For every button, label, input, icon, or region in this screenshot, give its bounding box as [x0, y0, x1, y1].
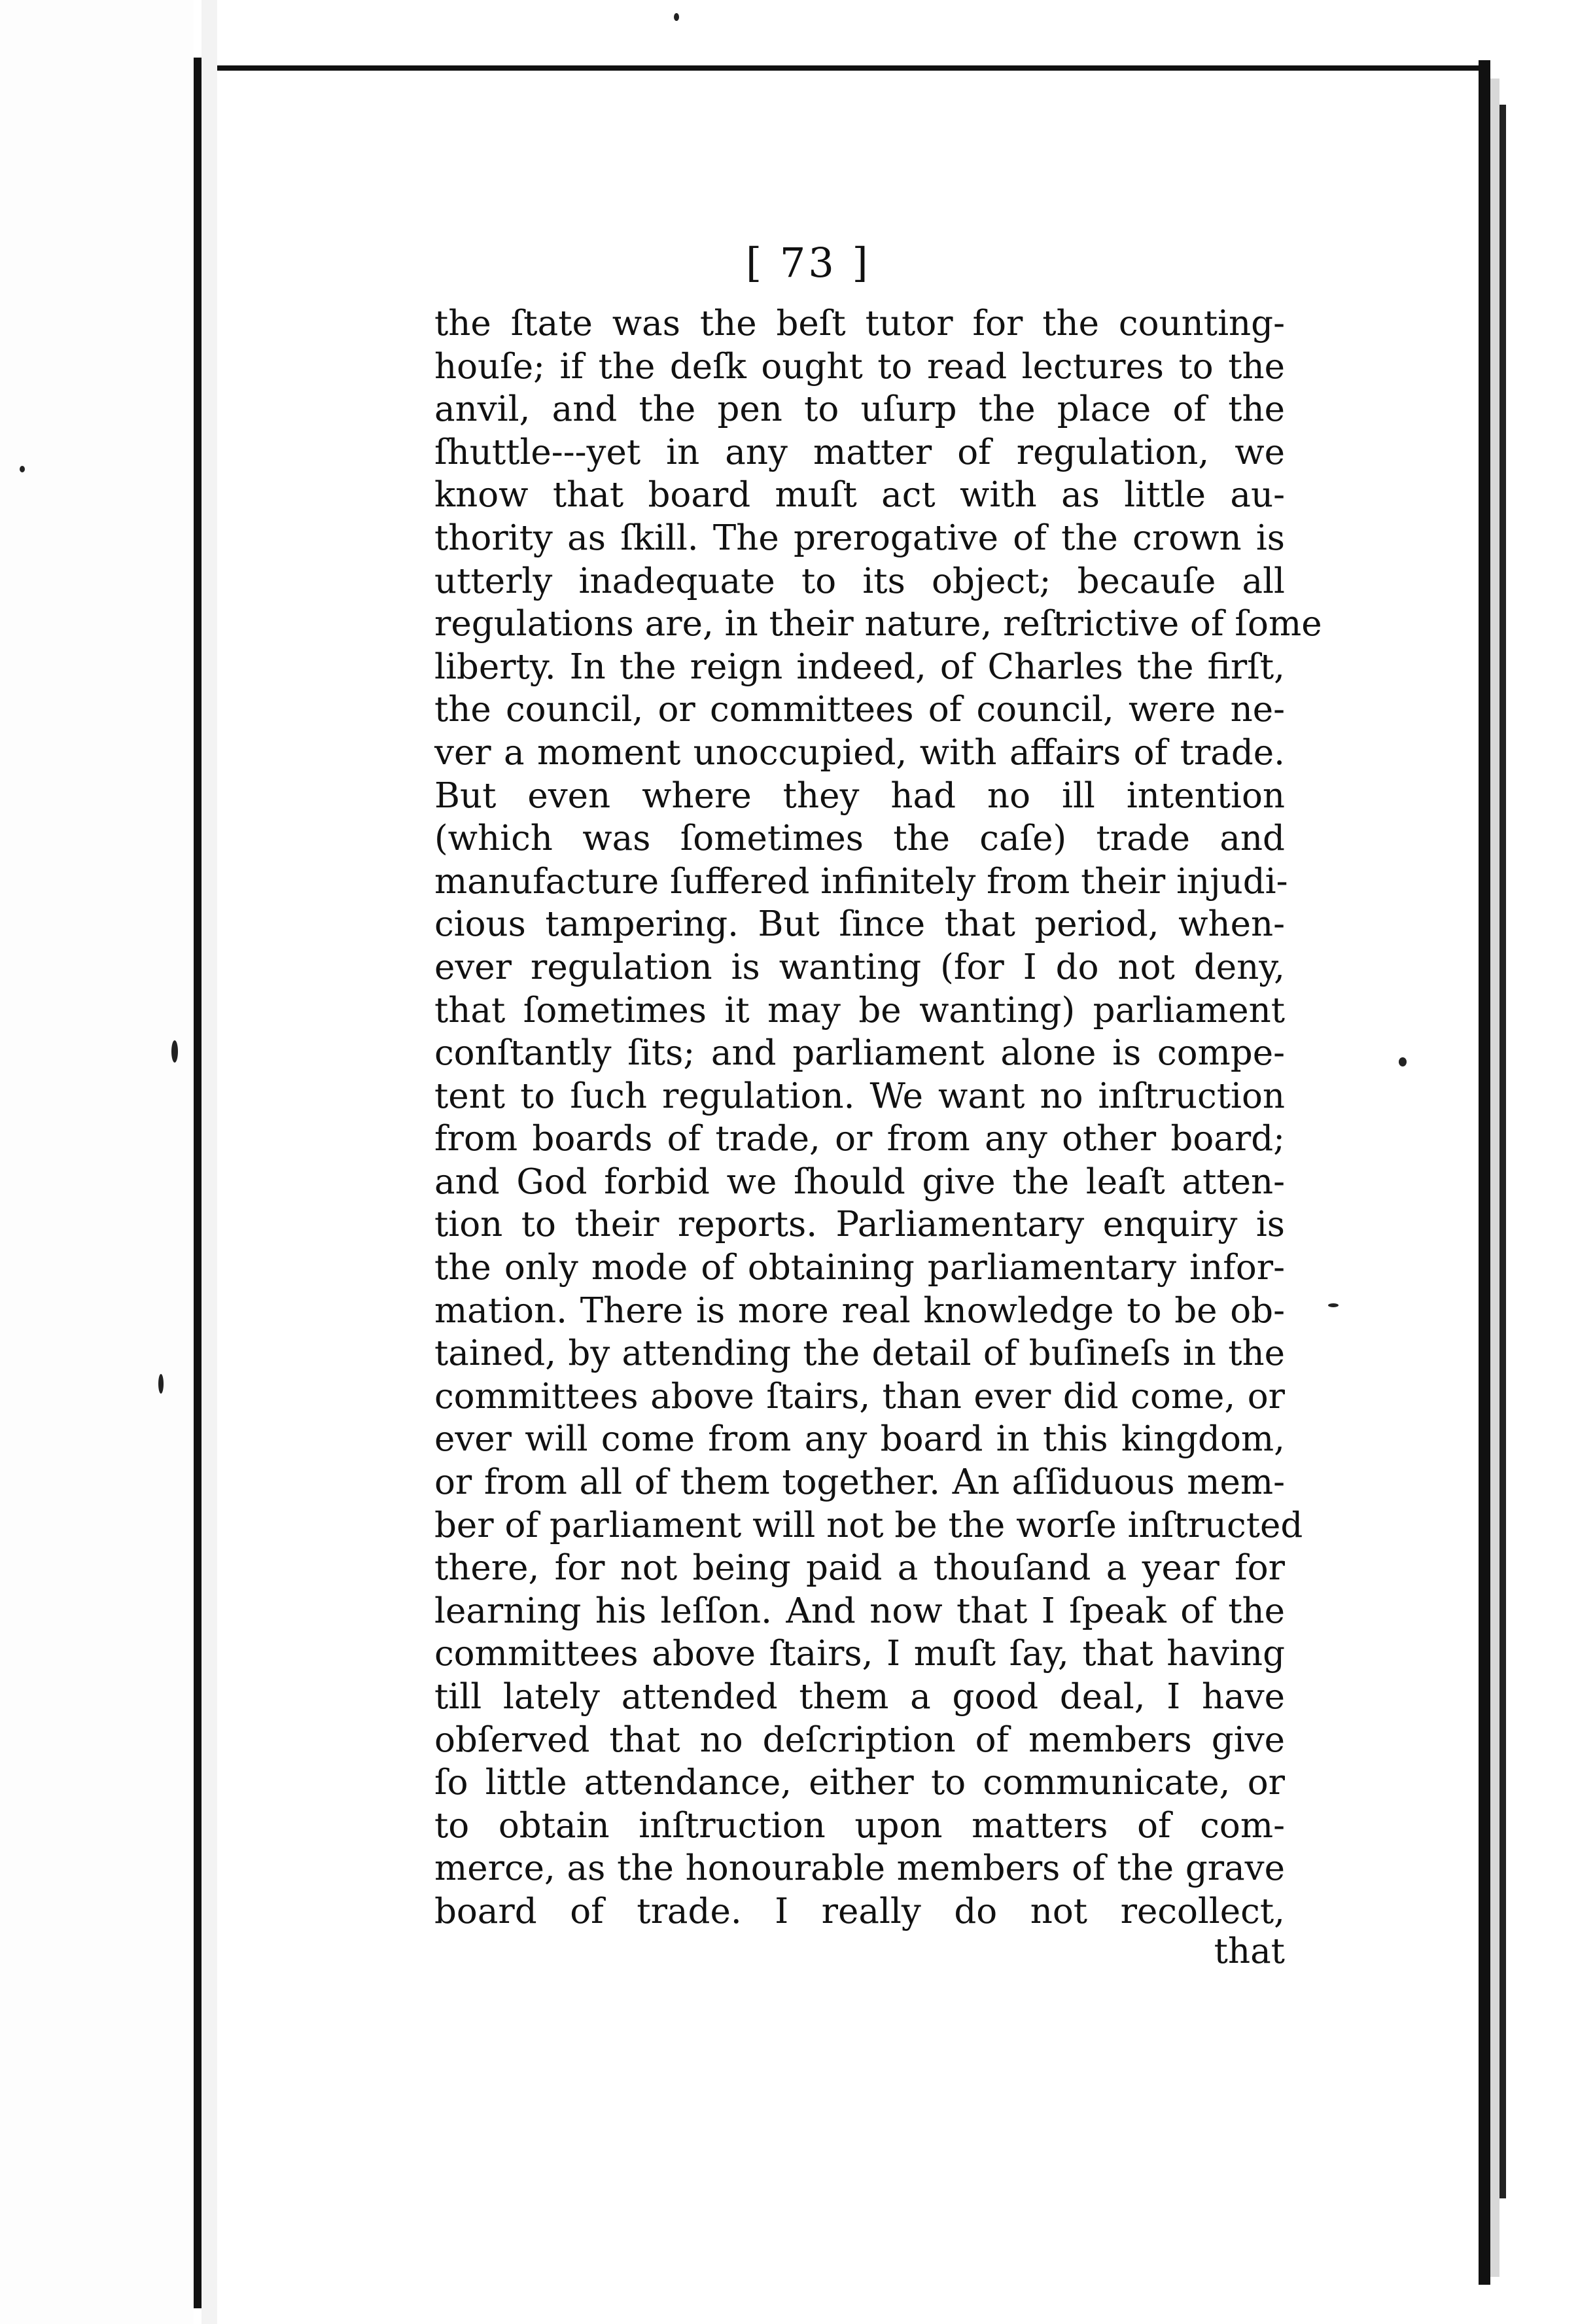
- text-line: (which was ſometimes the caſe) trade and: [434, 819, 1285, 859]
- text-line: the council, or committees of council, were ne-: [434, 690, 1285, 730]
- text-line: the ſtate was the beſt tutor for the counting-: [434, 304, 1285, 343]
- page-number-header: [ 73 ]: [746, 239, 871, 287]
- text-line: know that board muſt act with as little au-: [434, 475, 1285, 516]
- text-line: tent to ſuch regulation. We want no inſtruction: [434, 1076, 1285, 1116]
- ink-speck: [1399, 1057, 1407, 1066]
- text-line: houſe; if the deſk ought to read lectures to the: [434, 346, 1285, 387]
- page-right-edge: [1479, 60, 1490, 2285]
- text-line: merce, as the honourable members of the grave: [434, 1848, 1285, 1889]
- text-line: cious tampering. But ſince that period, when-: [434, 904, 1285, 945]
- text-line: that ſometimes it may be wanting) parliament: [434, 990, 1285, 1030]
- text-line: ſhuttle---yet in any matter of regulation, we: [434, 432, 1285, 472]
- page-fore-edge-shadow: [1499, 105, 1506, 2198]
- ink-speck: [171, 1040, 178, 1063]
- text-line: anvil, and the pen to uſurp the place of the: [434, 389, 1285, 430]
- text-line: ſo little attendance, either to communicate, or: [434, 1763, 1285, 1803]
- text-line: learning his leſſon. And now that I ſpeak of the: [434, 1591, 1285, 1631]
- ink-speck: [1328, 1303, 1339, 1307]
- text-line: committees above ſtairs, I muſt ſay, that having: [434, 1634, 1285, 1674]
- text-line: and God forbid we ſhould give the leaſt atten-: [434, 1161, 1285, 1202]
- text-line: till lately attended them a good deal, I have: [434, 1677, 1285, 1717]
- text-line: liberty. In the reign indeed, of Charles the firſt,: [434, 646, 1285, 687]
- text-line: manufacture ſuffered infinitely from their injudi-: [434, 861, 1288, 902]
- text-line: from boards of trade, or from any other board;: [434, 1119, 1285, 1159]
- gutter: [202, 0, 217, 2324]
- catchword: that: [1214, 1931, 1285, 1971]
- text-line: committees above ſtairs, than ever did come, or: [434, 1376, 1285, 1417]
- text-line: But even where they had no ill intention: [434, 775, 1285, 816]
- text-line: mation. There is more real knowledge to be ob-: [434, 1290, 1285, 1331]
- left-binding-shadow: [194, 58, 202, 2308]
- text-line: board of trade. I really do not recollect,: [434, 1891, 1285, 1931]
- text-line: tained, by attending the detail of buſineſs in the: [434, 1333, 1285, 1374]
- text-line: conſtantly ſits; and parliament alone is compe-: [434, 1033, 1285, 1074]
- text-line: ber of parliament will not be the worſe inſtructed: [434, 1505, 1303, 1545]
- ink-speck: [674, 13, 679, 21]
- page-fore-edge: [1490, 79, 1499, 2277]
- text-line: the only mode of obtaining parliamentary infor-: [434, 1248, 1285, 1288]
- body-text: [434, 302, 1322, 1933]
- text-line: to obtain inſtruction upon matters of com-: [434, 1805, 1285, 1846]
- ink-speck: [20, 466, 25, 472]
- text-line: regulations are, in their nature, reſtrictive of ſome: [434, 604, 1322, 644]
- text-line: ever regulation is wanting (for I do not deny,: [434, 947, 1285, 987]
- text-line: ever will come from any board in this kingdom,: [434, 1419, 1285, 1460]
- text-line: obſerved that no deſcription of members give: [434, 1719, 1285, 1760]
- previous-page-edge: [0, 0, 194, 2324]
- text-line: ver a moment unoccupied, with affairs of trade.: [434, 732, 1285, 773]
- text-line: there, for not being paid a thouſand a year for: [434, 1548, 1285, 1589]
- text-line: tion to their reports. Parliamentary enquiry is: [434, 1205, 1285, 1245]
- text-line: utterly inadequate to its object; becauſe all: [434, 561, 1285, 601]
- ink-speck: [158, 1374, 164, 1394]
- text-line: or from all of them together. An aſſiduous mem-: [434, 1462, 1285, 1503]
- text-line: thority as ſkill. The prerogative of the crown is: [434, 518, 1285, 558]
